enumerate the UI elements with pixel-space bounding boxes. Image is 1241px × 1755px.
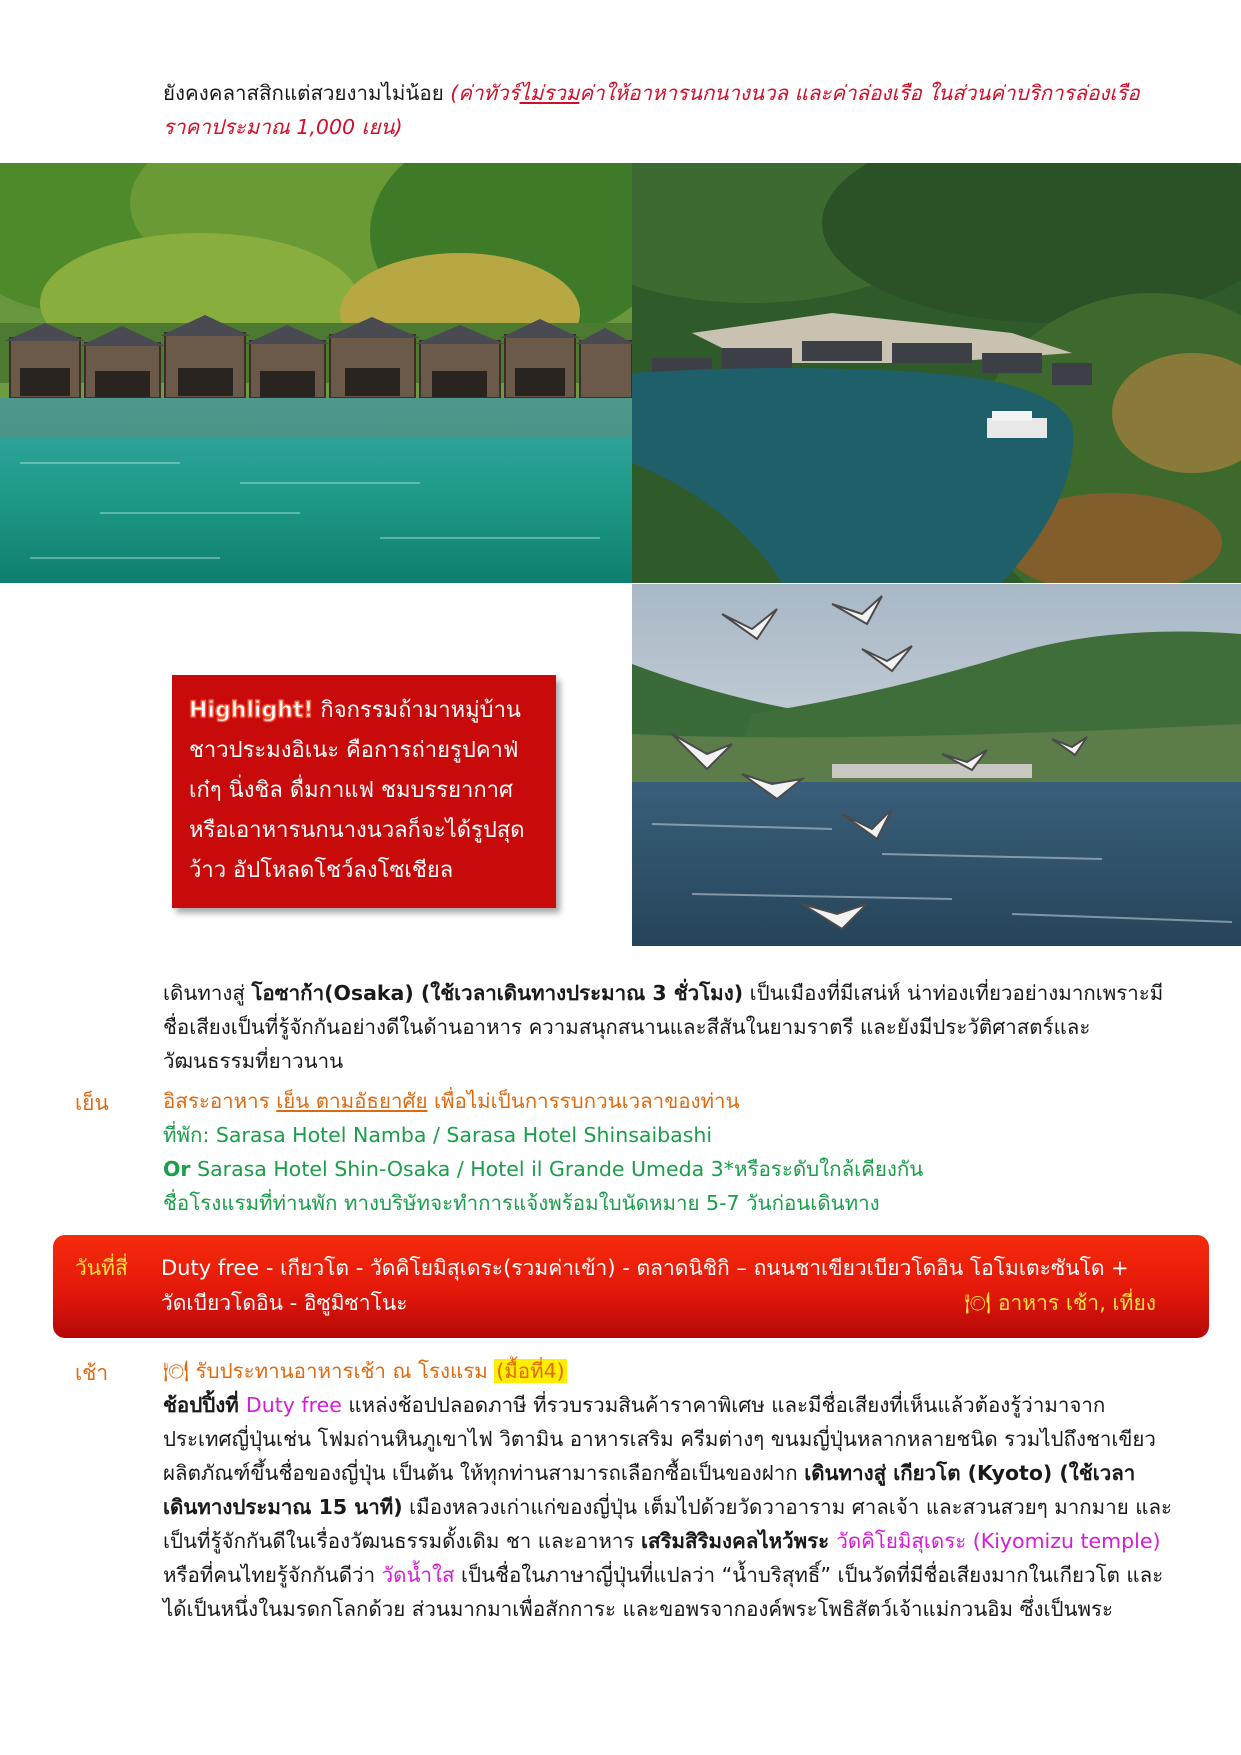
body-l2: ประเทศญี่ปุ่นเช่น โฟมถ่านหินภูเขาไฟ วิตามิน อาหารเสริม ครีมต่างๆ ขนมญี่ปุ่นหลากหลายชนิด รวมไปถึงชาเขียว [163, 1427, 1156, 1451]
hotel-line2 [163, 1152, 923, 1186]
evening-c: เพื่อไม่เป็นการรบกวนเวลาของท่าน [427, 1089, 740, 1113]
body-l1b: Duty free [245, 1393, 342, 1417]
photo-seagulls-boat [632, 584, 1241, 946]
kyoto-paragraph [163, 1388, 1173, 1626]
body-l5b: เสริมสิริมงคลไหว้พระ [640, 1529, 837, 1553]
evening-a: อิสระอาหาร [163, 1089, 277, 1113]
osaka-l2: ชื่อเสียงเป็นที่รู้จักกันอย่างดีในด้านอาหาร ความสนุกสนานและสีสันในยามราตรี และยังมีประวัติศาสตร์และ [163, 1015, 1091, 1039]
body-l3b: เดินทางสู่ เกียวโต (Kyoto) (ใช้เวลา [804, 1461, 1136, 1485]
body-l4a: เดินทางประมาณ 15 นาที) [163, 1495, 403, 1519]
morning-a: 🍽 รับประทานอาหารเช้า ณ โรงแรม [163, 1359, 495, 1383]
osaka-paragraph [163, 976, 1173, 1078]
intro-paragraph [163, 76, 1173, 144]
body-l1c: แหล่งช้อปปลอดภาษี ที่รวบรวมสินค้าราคาพิเศษ และมีชื่อเสียงที่เห็นแล้วต้องรู้ว่ามาจาก [341, 1393, 1106, 1417]
highlight-line2: ชาวประมงอิเนะ คือการถ่ายรูปคาฟ่ [189, 738, 519, 763]
day4-route-line2: วัดเบียวโดอิน - อิซูมิซาโนะ [161, 1291, 408, 1315]
highlight-line1: กิจกรรมถ้ามาหมู่บ้าน [313, 698, 521, 723]
body-l3a: ผลิตภัณฑ์ขึ้นชื่อของญี่ปุ่น เป็นต้น ให้ทุกท่านสามารถเลือกซื้อเป็นของฝาก [163, 1461, 805, 1485]
highlight-line5: ว้าว อัปโหลดโชว์ลงโซเชียล [189, 858, 454, 883]
osaka-l3: วัฒนธรรมที่ยาวนาน [163, 1049, 344, 1073]
morning-label: เช้า [75, 1361, 109, 1385]
hotel-or: Or [163, 1157, 191, 1181]
body-l5a: เป็นที่รู้จักกันดีในเรื่องวัฒนธรรมดั้งเดิม ชา และอาหาร [163, 1529, 641, 1553]
intro-note-c: ราคาประมาณ 1,000 เยน) [163, 115, 403, 139]
body-l6c: เป็นชื่อในภาษาญี่ปุ่นที่แปลว่า “น้ำบริสุทธิ์” เป็นวัดที่มีชื่อเสียงมากในเกียวโต และ [454, 1563, 1164, 1587]
morning-meal-badge: (มื้อที่4) [496, 1359, 565, 1383]
day4-label: วันที่สี่ [75, 1256, 128, 1280]
intro-note-underline: ไม่รวม [519, 81, 580, 105]
body-l7: ได้เป็นหนึ่งในมรดกโลกด้วย ส่วนมากมาเพื่อสักการะ และขอพรจากองค์พระโพธิสัตว์เจ้าแม่กวนอิม ซึ่งเป็นพระ [163, 1597, 1114, 1621]
highlight-box [172, 675, 556, 908]
intro-text: ยังคงคลาสสิกแต่สวยงามไม่น้อย [163, 81, 451, 105]
body-l6a: หรือที่คนไทยรู้จักกันดีว่า [163, 1563, 382, 1587]
day4-meals: 🍽 อาหาร เช้า, เที่ยง [964, 1291, 1156, 1315]
highlight-line3: เก๋ๆ นิ่งชิล ดื่มกาแฟ ชมบรรยากาศ [189, 778, 513, 803]
body-l1a: ช้อปปิ้งที่ [163, 1393, 246, 1417]
highlight-tag: Highlight! [189, 698, 314, 723]
hotel-line3: ชื่อโรงแรมที่ท่านพัก ทางบริษัทจะทำการแจ้งพร้อมใบนัดหมาย 5-7 วันก่อนเดินทาง [163, 1191, 880, 1215]
intro-note-a: (ค่าทัวร์ [450, 81, 520, 105]
day4-route-line1: Duty free - เกียวโต - วัดคิโยมิสุเดระ(รวมค่าเข้า) - ตลาดนิชิกิ – ถนนชาเขียวเบียวโดอิน โอโมเตะซันโด + [161, 1256, 1129, 1280]
osaka-l1c: เป็นเมืองที่มีเสน่ห์ น่าท่องเที่ยวอย่างมากเพราะมี [743, 981, 1164, 1005]
body-l6b: วัดน้ำใส [381, 1563, 455, 1587]
intro-note-b: ค่าให้อาหารนกนางนวล และค่าล่องเรือ ในส่วนค่าบริการล่องเรือ [579, 81, 1140, 105]
photo-ine-funaya-houses [0, 163, 632, 583]
photo-ine-bay-aerial [632, 163, 1241, 583]
body-l4b: เมืองหลวงเก่าแก่ของญี่ปุ่น เต็มไปด้วยวัดวาอาราม ศาลเจ้า และสวนสวยๆ มากมาย และ [402, 1495, 1173, 1519]
hotel-l2: Sarasa Hotel Shin-Osaka / Hotel il Grande Umeda 3*หรือระดับใกล้เคียงกัน [190, 1157, 924, 1181]
body-l5c: วัดคิโยมิสุเดระ (Kiyomizu temple) [836, 1529, 1161, 1553]
osaka-l1a: เดินทางสู่ [163, 981, 252, 1005]
evening-label: เย็น [75, 1091, 109, 1115]
hotel-line1: ที่พัก: Sarasa Hotel Namba / Sarasa Hotel Shinsaibashi [163, 1123, 713, 1147]
evening-b: เย็น ตามอัธยาศัย [276, 1089, 428, 1113]
osaka-l1b: โอซาก้า(Osaka) (ใช้เวลาเดินทางประมาณ 3 ชั่วโมง) [251, 981, 744, 1005]
morning-line [163, 1354, 567, 1388]
evening-line [163, 1084, 740, 1118]
highlight-line4: หรือเอาหารนกนางนวลก็จะได้รูปสุด [189, 818, 525, 843]
day4-banner [53, 1235, 1209, 1338]
